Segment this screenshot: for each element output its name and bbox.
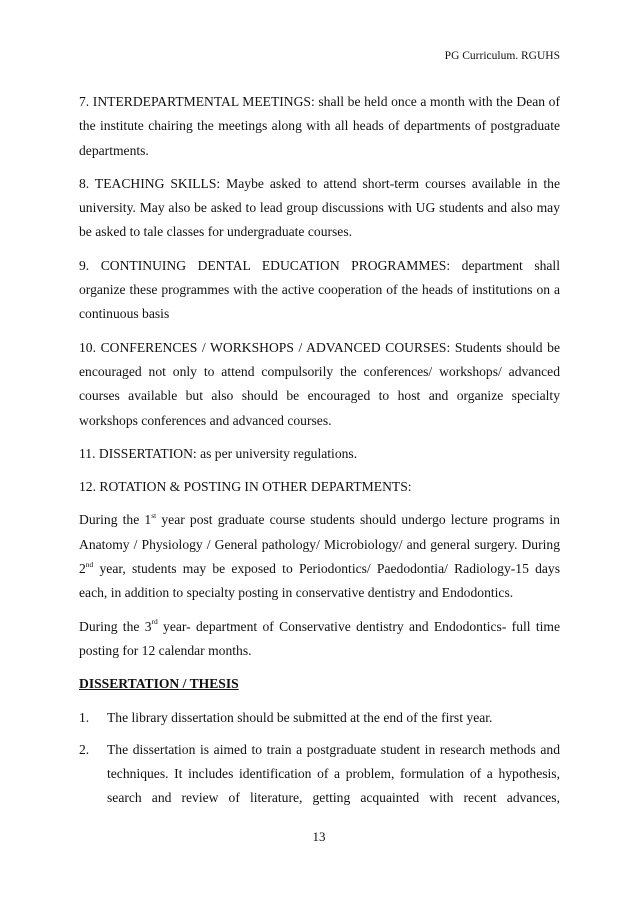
section-rotation-posting: 12. ROTATION & POSTING IN OTHER DEPARTMENTS: <box>79 479 412 495</box>
list-item <box>79 738 560 811</box>
list-item-text: The library dissertation should be submitted at the end of the first year. <box>107 709 493 725</box>
section-interdepartmental-meetings: 7. INTERDEPARTMENTAL MEETINGS: shall be held once a month with the Dean of the institute chairing the meetings along with all heads of departments of postgraduate departments. <box>79 94 560 158</box>
ordinal-suffix: rd <box>151 617 158 627</box>
ordinal-suffix: nd <box>85 559 94 569</box>
dissertation-heading: DISSERTATION / THESIS <box>79 676 239 692</box>
list-item-number: 2. <box>79 741 90 757</box>
rotation-third-year <box>79 615 560 664</box>
section-conferences-workshops: 10. CONFERENCES / WORKSHOPS / ADVANCED COURSES: Students should be encouraged not only to attend compulsorily the conferences/ workshops/ advanced courses available but also should be encouraged to host and organize specialty workshops conferences and advanced courses. <box>79 339 560 428</box>
list-item-text: The dissertation is aimed to train a postgraduate student in research methods and techniques. It includes identification of a problem, formulation of a hypothesis, search and review of literature, getting acquainted with recent advances, <box>107 741 560 806</box>
rotation-first-year-text: year post graduate course students should undergo lecture programs in Anatomy / Physiology / General pathology/ Microbiology/ and general surgery. <box>79 512 560 552</box>
section-dissertation: 11. DISSERTATION: as per university regulations. <box>79 445 358 461</box>
list-item <box>79 706 560 730</box>
ordinal-suffix: st <box>151 510 157 520</box>
running-header: PG Curriculum. RGUHS <box>444 50 560 62</box>
section-teaching-skills: 8. TEACHING SKILLS: Maybe asked to attend short-term courses available in the university. May also be asked to lead group discussions with UG students and also may be asked to tale classes for undergraduate courses. <box>79 175 560 240</box>
section-continuing-dental-education: 9. CONTINUING DENTAL EDUCATION PROGRAMMES: department shall organize these programmes with the active cooperation of the heads of institutions on a continuous basis <box>79 257 560 322</box>
rotation-second-year-lead: During 2 <box>79 536 560 577</box>
rotation-third-year-lead: During the 3 <box>79 618 152 634</box>
rotation-third-year-text: year- department of Conservative dentistry and Endodontics- full time posting for 12 calendar months. <box>79 618 560 658</box>
rotation-first-second-year <box>79 508 560 605</box>
rotation-second-year-text: year, students may be exposed to Periodontics/ Paedodontia/ Radiology-15 days each, in addition to specialty posting in conservative dentistry and Endodontics. <box>79 561 560 601</box>
page-content <box>79 90 560 819</box>
rotation-first-year-lead: During the 1 <box>79 512 152 528</box>
list-item-number: 1. <box>79 709 90 725</box>
page-number: 13 <box>312 829 326 844</box>
